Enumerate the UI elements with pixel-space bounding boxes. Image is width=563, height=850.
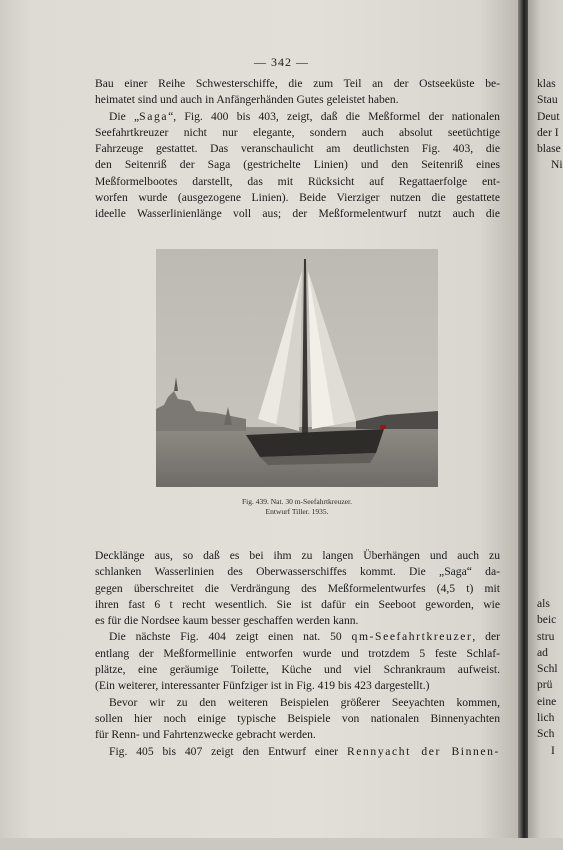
text-line: heimatet sind und auch in Anfängerhänden Gutes geleistet haben.	[95, 93, 399, 107]
text-fragment: , der	[472, 630, 500, 644]
text-line: als	[537, 597, 550, 610]
text-line: (Ein weiterer, interessanter Fünfziger ist in Fig. 419 bis 423 dargestellt.)	[95, 679, 430, 693]
text-line: es für die Nordsee kaum besser geschaffen werden kann.	[95, 614, 359, 628]
yacht-type: Rennyacht der Binnen-	[346, 744, 500, 758]
caption-line: Entwurf Tiller. 1935.	[265, 507, 329, 516]
text-line: klas	[537, 77, 556, 90]
text-fragment: Die nächste Fig. 404 zeigt einen nat. 50	[109, 630, 352, 644]
text-fragment: “, Fig. 400 bis 403, zeigt, daß die Meßformel der nationalen	[168, 109, 500, 123]
text-line: prü	[537, 678, 553, 692]
text-line: blase	[537, 142, 561, 156]
text-fragment: Fig. 405 bis 407 zeigt den Entwurf einer	[109, 744, 347, 758]
right-page-text-top	[537, 76, 563, 174]
text-line: lich	[537, 711, 555, 725]
text-line: stru	[537, 629, 555, 643]
text-line: Decklänge aus, so daß es bei ihm zu langen Überhängen und auch zu	[95, 549, 500, 562]
text-line: Schl	[537, 662, 558, 676]
text-line: ihren fast 6 t recht wesentlich. Sie ist dafür ein Seeboot geworden, wie	[95, 597, 500, 611]
text-line: Meßformelbootes darstellt, das mit Rücksicht auf Regattaerfolge ent-	[95, 174, 500, 188]
sailboat-photo-graphic	[156, 249, 438, 487]
text-line: schlanken Wasserlinien des Oberwasserschiffes kommt. Die „Saga“ da-	[95, 565, 500, 579]
text-line: Sch	[537, 727, 555, 741]
caption-line: Fig. 439. Nat. 30 m-Seefahrtkreuzer.	[242, 497, 352, 506]
text-line: beic	[537, 613, 557, 627]
text-line: ad	[537, 645, 548, 659]
text-line: plätze, eine geräumige Toilette, Küche und viel Schrankraum aufweist.	[95, 663, 500, 677]
text-line: Bevor wir zu den weiteren Beispielen größerer Seeyachten kommen,	[109, 695, 500, 709]
text-block-bottom	[95, 548, 500, 760]
text-line: Bau einer Reihe Schwesterschiffe, die zum Teil an der Ostseeküste be-	[95, 77, 500, 90]
page-number: — 342 —	[254, 55, 309, 69]
text-line: worfen wurde (ausgezogene Linien). Beide Vierziger nutzen die gestattete	[95, 191, 500, 205]
text-line: Seefahrtkreuzer nicht nur elegante, sondern auch absolut seetüchtige	[95, 125, 500, 139]
text-line: für Renn- und Fahrtenzwecke gebracht werden.	[95, 728, 316, 742]
text-line: der I	[537, 125, 559, 139]
text-line	[95, 629, 500, 645]
text-fragment: Die „	[109, 109, 140, 123]
text-block-top	[95, 76, 500, 223]
figure-caption	[156, 497, 438, 517]
book-gutter	[518, 0, 528, 850]
yacht-class: qm-Seefahrtkreuzer	[351, 630, 473, 644]
right-page-text-bottom	[537, 596, 563, 759]
sailboat-photo	[156, 249, 438, 487]
text-line: entlang der Meßformellinie entworfen wurde und trotzdem 5 feste Schlaf-	[95, 646, 500, 660]
text-line: Ni	[551, 158, 563, 172]
page-bottom-edge	[0, 838, 563, 850]
text-line	[95, 109, 500, 125]
text-line	[95, 744, 500, 760]
text-line: sollen hier noch einige typische Beispiele von nationalen Binnenyachten	[95, 711, 500, 725]
text-line: I	[551, 743, 555, 757]
yacht-name: Saga	[139, 109, 169, 123]
text-line: den Seitenriß der Saga (gestrichelte Linien) und den Seitenriß eines	[95, 158, 500, 172]
text-line: gegen überschreitet die Verdrängung des Meßformelentwurfes (4,5 t) mit	[95, 581, 500, 595]
text-line: eine	[537, 694, 557, 708]
text-line: Fahrzeuge gestattet. Das veranschaulicht am deutlichsten Fig. 403, die	[95, 142, 500, 156]
text-line: Deut	[537, 109, 560, 123]
text-line: Stau	[537, 93, 558, 107]
text-line: ideelle Wasserlinienlänge voll aus; der Meßformelentwurf nutzt auch die	[95, 207, 500, 221]
